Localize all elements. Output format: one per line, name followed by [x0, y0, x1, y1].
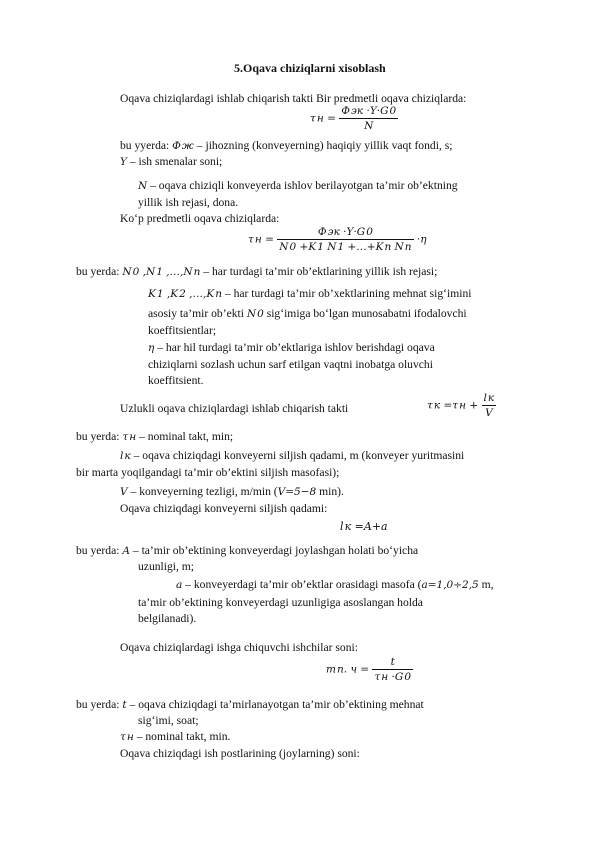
formula-step: l к =A+a	[340, 520, 388, 533]
definition-label: bu yerda:	[76, 430, 120, 443]
definition-text: sig‘imi, soat;	[138, 714, 199, 727]
formula-fraction	[482, 392, 497, 419]
definition-line	[138, 179, 510, 193]
symbol: N 0	[246, 308, 264, 320]
definition-line	[148, 341, 510, 355]
definition-text: – har turdagi ta’mir ob’ektlarining yillik ish rejasi;	[203, 265, 438, 278]
symbol: Ф ж	[172, 140, 194, 152]
definition-text: koeffitsient.	[148, 374, 204, 387]
definition-line	[138, 596, 510, 610]
definition-line	[120, 730, 230, 744]
definition-text: m,	[481, 578, 494, 591]
paragraph-interval: Uzlukli oqava chiziqlardagi ishlab chiqarish takti	[120, 402, 349, 415]
formula-takt-single	[310, 105, 398, 132]
definition-label: bu yerda:	[76, 698, 120, 711]
definition-text: – ish smenalar soni;	[129, 155, 223, 168]
formula-numerator: t	[372, 656, 413, 670]
symbol: N 0 ,N 1 ,…,N n	[122, 266, 201, 278]
formula-denominator: N	[364, 120, 374, 132]
formula-tail: ·η	[416, 233, 427, 246]
definition-text: chiziqlarni sozlash uchun sarf etilgan vaqtni inobatga oluvchi	[148, 358, 433, 371]
formula-takt-interval	[427, 392, 496, 419]
definition-line	[120, 139, 452, 153]
formula-denominator: τ н ·G 0	[374, 671, 412, 683]
definition-line	[120, 485, 344, 499]
symbol: l к	[120, 450, 131, 462]
definition-text: – oqava chiziqdagi konveyerni siljish qadami, m (konveyer yuritmasini	[133, 449, 465, 462]
definition-line	[76, 544, 510, 558]
paragraph-workers: Oqava chiziqlardagi ishga chiquvchi ishchilar soni:	[120, 641, 358, 654]
definition-line	[148, 287, 510, 301]
formula-fraction	[339, 105, 398, 132]
definition-text: – nominal takt, min.	[136, 730, 231, 743]
definition-text: sig‘imiga bo‘lgan munosabatni ifodalovchi	[266, 307, 467, 320]
definition-text: ta’mir ob’ektining konveyerdagi uzunligiga asoslangan holda	[138, 596, 423, 609]
definition-text: – har turdagi ta’mir ob’xektlarining mehnat sig‘imini	[224, 287, 472, 300]
formula-workers	[326, 656, 413, 683]
definition-text: belgilanadi).	[138, 612, 197, 625]
paragraph-multi: Ko‘p predmetli oqava chiziqlarda:	[120, 212, 280, 225]
definition-text: – konveyerning tezligi, m/min (	[130, 485, 278, 498]
symbol: τ н	[122, 431, 137, 443]
definition-text: koeffitsientlar;	[148, 324, 217, 337]
definition-text: – oqava chiziqli konveyerda ishlov berilayotgan ta’mir ob’ektning	[150, 179, 458, 192]
paragraph-posts: Oqava chiziqdagi ish postlarining (joylarning) soni:	[120, 747, 360, 760]
definition-line	[176, 578, 510, 592]
definition-text: yillik ish rejasi, dona.	[138, 196, 239, 209]
definition-line	[148, 307, 510, 321]
definition-label: bu yyerda:	[120, 139, 170, 152]
section-title: 5.Oqava chiziqlarni xisoblash	[234, 61, 386, 75]
formula-denominator: N 0 +K 1 N 1 +…+K n N n	[279, 241, 412, 253]
symbol: a=1,0÷2,5	[421, 579, 479, 591]
symbol: τ н	[120, 731, 134, 743]
symbol: K 1 ,K 2 ,…,K п	[148, 288, 222, 300]
formula-fraction	[372, 656, 413, 683]
formula-lhs: τ к =τ н +	[427, 399, 479, 412]
symbol: N	[138, 180, 148, 192]
symbol: η	[148, 342, 155, 354]
definition-text: min).	[319, 485, 344, 498]
definition-label: bu yerda:	[76, 265, 120, 278]
formula-numerator: l к	[483, 392, 495, 404]
symbol: V=5−8	[277, 486, 317, 498]
definition-label: bu yerda:	[76, 544, 120, 557]
definition-line	[148, 358, 510, 372]
definition-text: – jihozning (konveyerning) haqiqiy yillik vaqt fondi, s;	[196, 139, 453, 152]
symbol: A	[122, 545, 130, 557]
definition-line	[76, 265, 437, 279]
definition-text: – ta’mir ob’ektining konveyerdagi joylashgan holati bo‘yicha	[132, 544, 419, 557]
definition-line	[76, 698, 510, 712]
symbol: t	[122, 699, 127, 711]
definition-text: asosiy ta’mir ob’ekti	[148, 307, 244, 320]
definition-text: – konveyerdagi ta’mir ob’ektlar orasidagi masofa (	[185, 578, 422, 591]
definition-text: – har hil turdagi ta’mir ob’ektlariga ishlov berishdagi oqava	[157, 341, 435, 354]
formula-numerator: Ф эк ·Y·G 0	[341, 105, 397, 117]
formula-takt-multi	[248, 226, 427, 253]
formula-lhs: τ н =	[248, 233, 274, 246]
formula-lhs: τ н =	[310, 112, 336, 125]
paragraph-takt-intro: Oqava chiziqlardagi ishlab chiqarish takti Bir predmetli oqava chiziqlarda:	[120, 92, 467, 105]
symbol: Y	[120, 156, 127, 168]
definition-text: – nominal takt, min;	[139, 430, 234, 443]
definition-line	[76, 430, 233, 444]
paragraph-step: Oqava chiziqdagi konveyerni siljish qadami:	[120, 502, 328, 515]
definition-line	[120, 155, 222, 169]
symbol: a	[176, 579, 183, 591]
definition-text: – oqava chiziqdagi ta’mirlanayotgan ta’mir ob’ektining mehnat	[129, 698, 424, 711]
definition-line	[120, 449, 510, 463]
formula-lhs: m п. ч =	[326, 663, 370, 676]
symbol: V	[120, 486, 128, 498]
definition-text: bir marta yoqilgandagi ta’mir ob’ektini siljish masofasi);	[76, 466, 340, 479]
formula-fraction	[277, 226, 413, 253]
definition-text: uzunligi, m;	[138, 560, 195, 573]
formula-denominator: V	[485, 407, 493, 419]
formula-numerator: Ф эк ·Y·G 0	[277, 226, 413, 240]
